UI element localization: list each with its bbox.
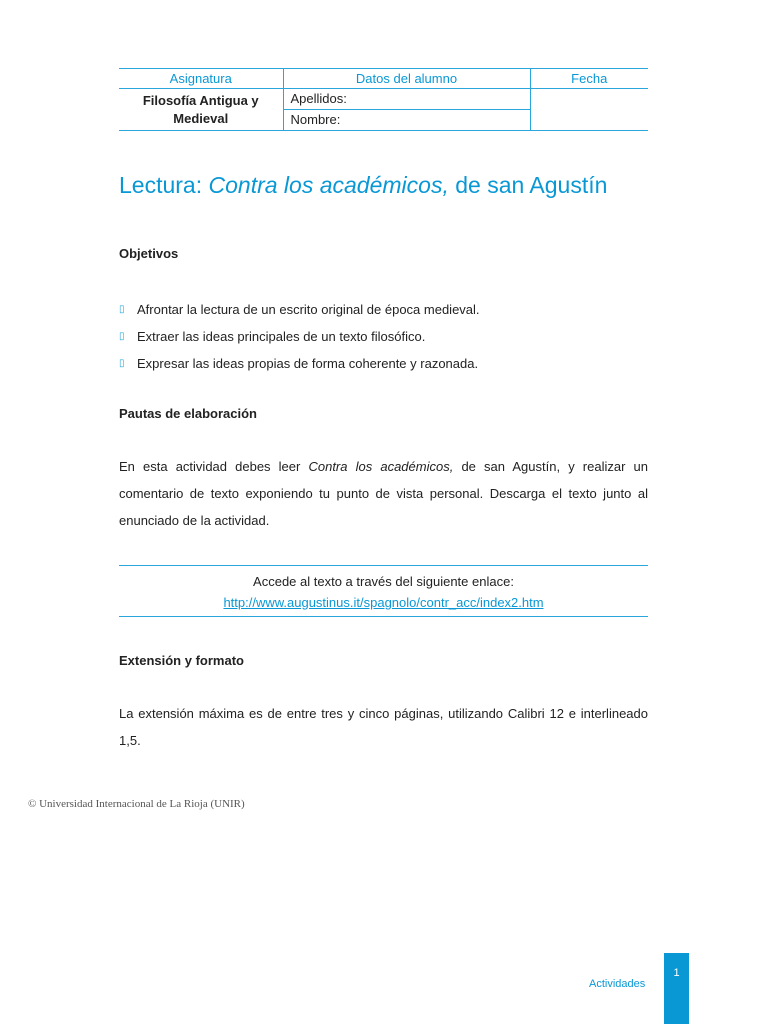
list-item <box>119 296 480 323</box>
objectives-list <box>119 296 480 377</box>
title-suffix: de san Agustín <box>448 172 608 198</box>
format-paragraph: La extensión máxima es de entre tres y cinco páginas, utilizando Calibri 12 e interlineado 1,5. <box>119 706 648 748</box>
objectives-heading: Objetivos <box>119 246 179 261</box>
title-work: Contra los académicos, <box>208 172 449 198</box>
copyright-notice: © Universidad Internacional de La Rioja (UNIR) <box>28 798 245 810</box>
table-row <box>119 89 648 131</box>
page-number: 1 <box>664 953 689 1024</box>
guidelines-heading: Pautas de elaboración <box>119 406 257 421</box>
objective-text: Afrontar la lectura de un escrito original de época medieval. <box>137 302 480 317</box>
list-item <box>119 323 480 350</box>
guidelines-text-end: de san Agustín, y realizar un comentario de texto exponiendo tu punto de vista personal. Descarga el texto junto al enunciado de la actividad. <box>119 459 649 528</box>
guidelines-work-title: Contra los académicos, <box>308 459 454 474</box>
objective-text: Expresar las ideas propias de forma coherente y razonada. <box>137 356 479 371</box>
bullet-icon: ▯ <box>119 304 125 315</box>
title-prefix: Lectura: <box>119 172 209 198</box>
page-title <box>119 172 607 199</box>
student-info-table <box>119 68 648 131</box>
bullet-icon: ▯ <box>119 358 125 369</box>
link-intro: Accede al texto a través del siguiente enlace: <box>253 574 514 589</box>
column-header-date: Fecha <box>530 69 648 89</box>
footer-section-label: Actividades <box>589 978 646 990</box>
name-field[interactable]: Nombre: <box>284 109 530 130</box>
text-link[interactable]: http://www.augustinus.it/spagnolo/contr_acc/index2.htm <box>223 595 544 610</box>
subject-name: Filosofía Antigua y Medieval <box>119 89 283 131</box>
student-data-cell <box>283 89 530 131</box>
column-header-subject: Asignatura <box>119 69 283 89</box>
bullet-icon: ▯ <box>119 331 125 342</box>
guidelines-paragraph <box>119 453 648 534</box>
column-header-student: Datos del alumno <box>283 69 530 89</box>
objective-text: Extraer las ideas principales de un texto filosófico. <box>137 329 426 344</box>
table-header-row <box>119 69 648 89</box>
surname-field[interactable]: Apellidos: <box>290 91 347 106</box>
list-item <box>119 350 480 377</box>
date-field[interactable] <box>530 89 648 131</box>
format-heading: Extensión y formato <box>119 653 244 668</box>
guidelines-text-start: En esta actividad debes leer <box>119 459 309 474</box>
link-box <box>119 565 648 617</box>
